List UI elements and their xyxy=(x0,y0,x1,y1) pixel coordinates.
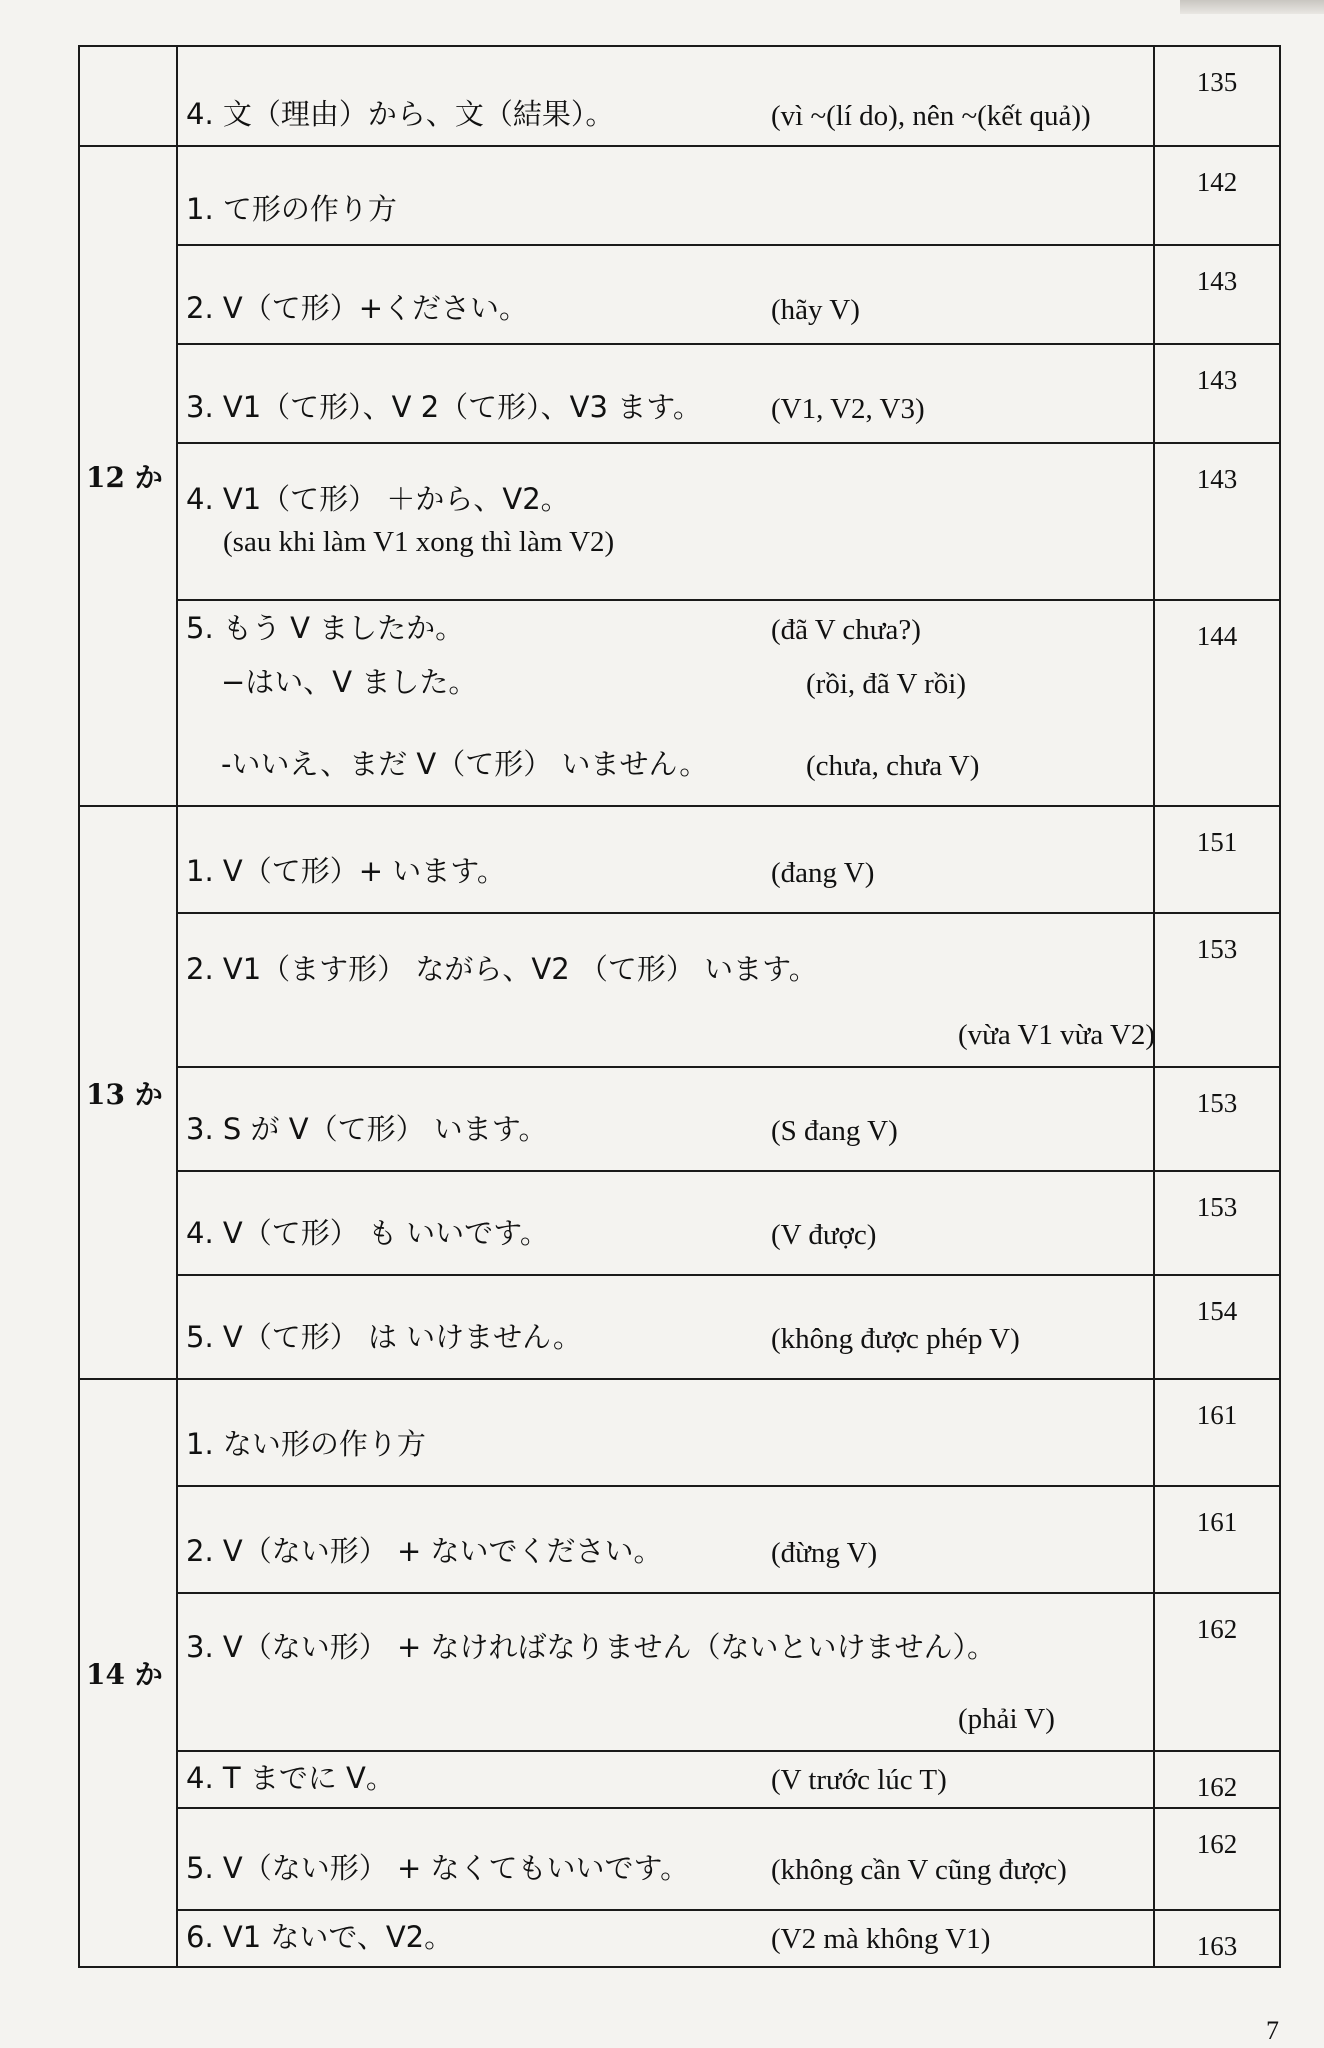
grammar-pattern: 6. V1 ないで、V2。 xyxy=(186,1920,454,1954)
grammar-pattern-answer-no: -いいえ、まだ V（て形） いません。 xyxy=(221,747,709,781)
page-ref: 163 xyxy=(1154,1910,1280,1967)
page-number: 7 xyxy=(1266,2016,1279,2045)
table-row xyxy=(79,1379,1280,1486)
grammar-entry xyxy=(177,913,1154,1067)
grammar-entry xyxy=(177,46,1154,146)
grammar-meaning: (V được) xyxy=(771,1219,877,1251)
grammar-pattern: 1. V（て形）+ います。 xyxy=(186,854,506,888)
grammar-meaning: (hãy V) xyxy=(771,294,860,326)
grammar-meaning: (đừng V) xyxy=(771,1537,878,1569)
table-row xyxy=(79,806,1280,913)
grammar-pattern: 5. V（ない形） + なくてもいいです。 xyxy=(186,1851,690,1885)
grammar-meaning: (phải V) xyxy=(958,1703,1055,1735)
page-ref: 144 xyxy=(1154,600,1280,806)
grammar-entry xyxy=(177,1808,1154,1910)
grammar-pattern: 3. S が V（て形） います。 xyxy=(186,1112,548,1146)
lesson-label xyxy=(79,46,177,146)
grammar-meaning: (V2 mà không V1) xyxy=(771,1923,991,1955)
grammar-entry xyxy=(177,245,1154,344)
page-ref: 162 xyxy=(1154,1808,1280,1910)
table-row xyxy=(79,1067,1280,1171)
page-ref: 153 xyxy=(1154,1171,1280,1275)
grammar-pattern: 1. ない形の作り方 xyxy=(186,1427,426,1461)
grammar-pattern: 2. V（て形）+ください。 xyxy=(186,291,529,325)
grammar-pattern: 1. て形の作り方 xyxy=(186,192,397,226)
grammar-entry xyxy=(177,1067,1154,1171)
table-row xyxy=(79,1486,1280,1593)
table-row xyxy=(79,1808,1280,1910)
grammar-entry xyxy=(177,1171,1154,1275)
table-row xyxy=(79,146,1280,245)
lesson-label-13: 13 か xyxy=(79,806,177,1379)
grammar-meaning-answer-yes: (rồi, đã V rồi) xyxy=(806,668,967,700)
table-row xyxy=(79,245,1280,344)
grammar-meaning: (đã V chưa?) xyxy=(771,614,921,646)
grammar-meaning: (không được phép V) xyxy=(771,1323,1020,1355)
grammar-meaning: (S đang V) xyxy=(771,1115,898,1147)
grammar-entry xyxy=(177,1910,1154,1967)
grammar-pattern: 4. V（て形） も いいです。 xyxy=(186,1216,549,1250)
grammar-toc-table xyxy=(78,45,1281,1968)
grammar-pattern: 5. もう V ましたか。 xyxy=(186,611,465,645)
grammar-pattern: 3. V1（て形）、V 2（て形）、V3 ます。 xyxy=(186,390,702,424)
table-row xyxy=(79,46,1280,146)
table-row xyxy=(79,1751,1280,1808)
grammar-entry xyxy=(177,1379,1154,1486)
page-ref: 153 xyxy=(1154,1067,1280,1171)
grammar-pattern: 2. V（ない形） + ないでください。 xyxy=(186,1534,663,1568)
grammar-pattern: 4. 文（理由）から、文（結果）。 xyxy=(186,97,615,131)
grammar-entry xyxy=(177,600,1154,806)
grammar-meaning: (V1, V2, V3) xyxy=(771,393,925,425)
page-ref: 161 xyxy=(1154,1486,1280,1593)
grammar-pattern: 3. V（ない形） + なければなりません（ないといけません）。 xyxy=(186,1630,996,1664)
table-row xyxy=(79,344,1280,443)
grammar-meaning: (V trước lúc T) xyxy=(771,1764,947,1796)
table-row xyxy=(79,443,1280,600)
page-ref: 135 xyxy=(1154,46,1280,146)
grammar-pattern: 4. V1（て形） ＋から、V2。 xyxy=(186,482,570,516)
page-ref: 143 xyxy=(1154,443,1280,600)
page-ref: 162 xyxy=(1154,1593,1280,1751)
grammar-pattern: 5. V（て形） は いけません。 xyxy=(186,1320,582,1354)
page-edge-strip xyxy=(1180,0,1324,14)
grammar-meaning: (không cần V cũng được) xyxy=(771,1854,1067,1886)
page-ref: 142 xyxy=(1154,146,1280,245)
page-ref: 161 xyxy=(1154,1379,1280,1486)
page-ref: 143 xyxy=(1154,245,1280,344)
lesson-label-12: 12 か xyxy=(79,146,177,806)
grammar-meaning: (sau khi làm V1 xong thì làm V2) xyxy=(223,526,615,558)
table-row xyxy=(79,1593,1280,1751)
grammar-pattern: 4. T までに V。 xyxy=(186,1761,395,1795)
table-row xyxy=(79,1171,1280,1275)
grammar-entry xyxy=(177,146,1154,245)
page-ref: 151 xyxy=(1154,806,1280,913)
lesson-label-14: 14 か xyxy=(79,1379,177,1967)
grammar-pattern: 2. V1（ます形） ながら、V2 （て形） います。 xyxy=(186,952,818,986)
grammar-entry xyxy=(177,1751,1154,1808)
grammar-pattern-answer-yes: −はい、V ました。 xyxy=(221,665,478,699)
grammar-entry xyxy=(177,443,1154,600)
grammar-meaning: (đang V) xyxy=(771,857,875,889)
table-row xyxy=(79,913,1280,1067)
page-ref: 162 xyxy=(1154,1751,1280,1808)
grammar-entry xyxy=(177,1593,1154,1751)
table-row xyxy=(79,1275,1280,1379)
page-ref: 143 xyxy=(1154,344,1280,443)
grammar-entry xyxy=(177,1486,1154,1593)
grammar-entry xyxy=(177,344,1154,443)
grammar-entry xyxy=(177,1275,1154,1379)
grammar-meaning: (vì ~(lí do), nên ~(kết quả)) xyxy=(771,100,1091,132)
grammar-entry xyxy=(177,806,1154,913)
grammar-meaning-answer-no: (chưa, chưa V) xyxy=(806,750,980,782)
grammar-meaning: (vừa V1 vừa V2) xyxy=(958,1019,1156,1051)
page-ref: 153 xyxy=(1154,913,1280,1067)
page-ref: 154 xyxy=(1154,1275,1280,1379)
table-row xyxy=(79,600,1280,806)
table-row xyxy=(79,1910,1280,1967)
